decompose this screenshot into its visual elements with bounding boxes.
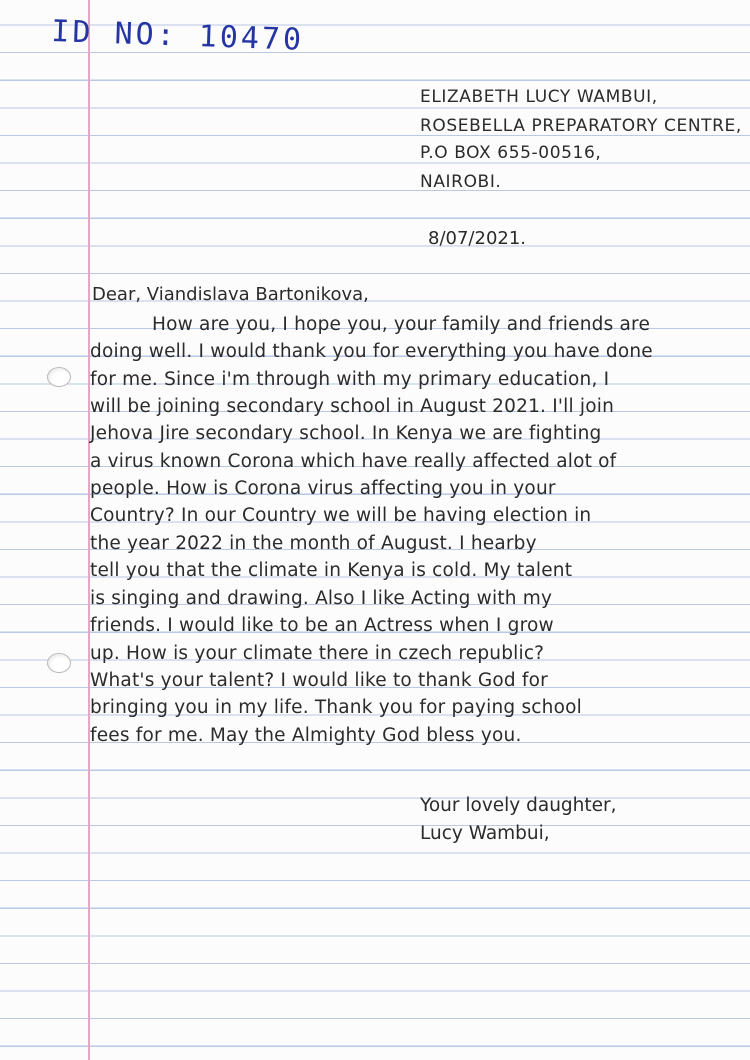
body-line: is singing and drawing. Also I like Acting with my: [90, 588, 553, 609]
letter-date: 8/07/2021.: [428, 228, 527, 249]
body-line: people. How is Corona virus affecting you in your: [90, 478, 556, 499]
punch-hole: [47, 367, 71, 387]
body-line: will be joining secondary school in August 2021. I'll join: [90, 396, 615, 417]
body-line: for me. Since i'm through with my primary education, I: [90, 369, 610, 390]
salutation: Dear, Viandislava Bartonikova,: [92, 284, 369, 305]
body-line: bringing you in my life. Thank you for paying school: [90, 697, 582, 718]
body-line: Country? In our Country we will be having election in: [90, 505, 592, 526]
body-line: Jehova Jire secondary school. In Kenya we are fighting: [90, 423, 602, 444]
body-line: the year 2022 in the month of August. I hearby: [90, 533, 537, 554]
id-number: ID NO: 10470: [50, 14, 305, 58]
body-line: What's your talent? I would like to thank God for: [90, 670, 548, 691]
sender-name: ELIZABETH LUCY WAMBUI,: [420, 87, 658, 107]
body-line: How are you, I hope you, your family and friends are: [152, 314, 651, 335]
body-line: a virus known Corona which have really affected alot of: [90, 451, 617, 472]
body-line: friends. I would like to be an Actress when I grow: [90, 615, 554, 636]
signature-name: Lucy Wambui,: [420, 823, 550, 844]
sender-city: NAIROBI.: [420, 172, 502, 192]
sender-school: ROSEBELLA PREPARATORY CENTRE,: [420, 116, 742, 136]
body-line: tell you that the climate in Kenya is cold. My talent: [90, 560, 573, 581]
body-line: doing well. I would thank you for everything you have done: [90, 341, 653, 362]
closing-line: Your lovely daughter,: [420, 795, 617, 816]
body-line: up. How is your climate there in czech republic?: [90, 643, 545, 664]
sender-po-box: P.O BOX 655-00516,: [420, 143, 602, 163]
body-line: fees for me. May the Almighty God bless you.: [90, 725, 522, 746]
punch-hole: [47, 653, 71, 673]
margin-line: [88, 0, 90, 1060]
